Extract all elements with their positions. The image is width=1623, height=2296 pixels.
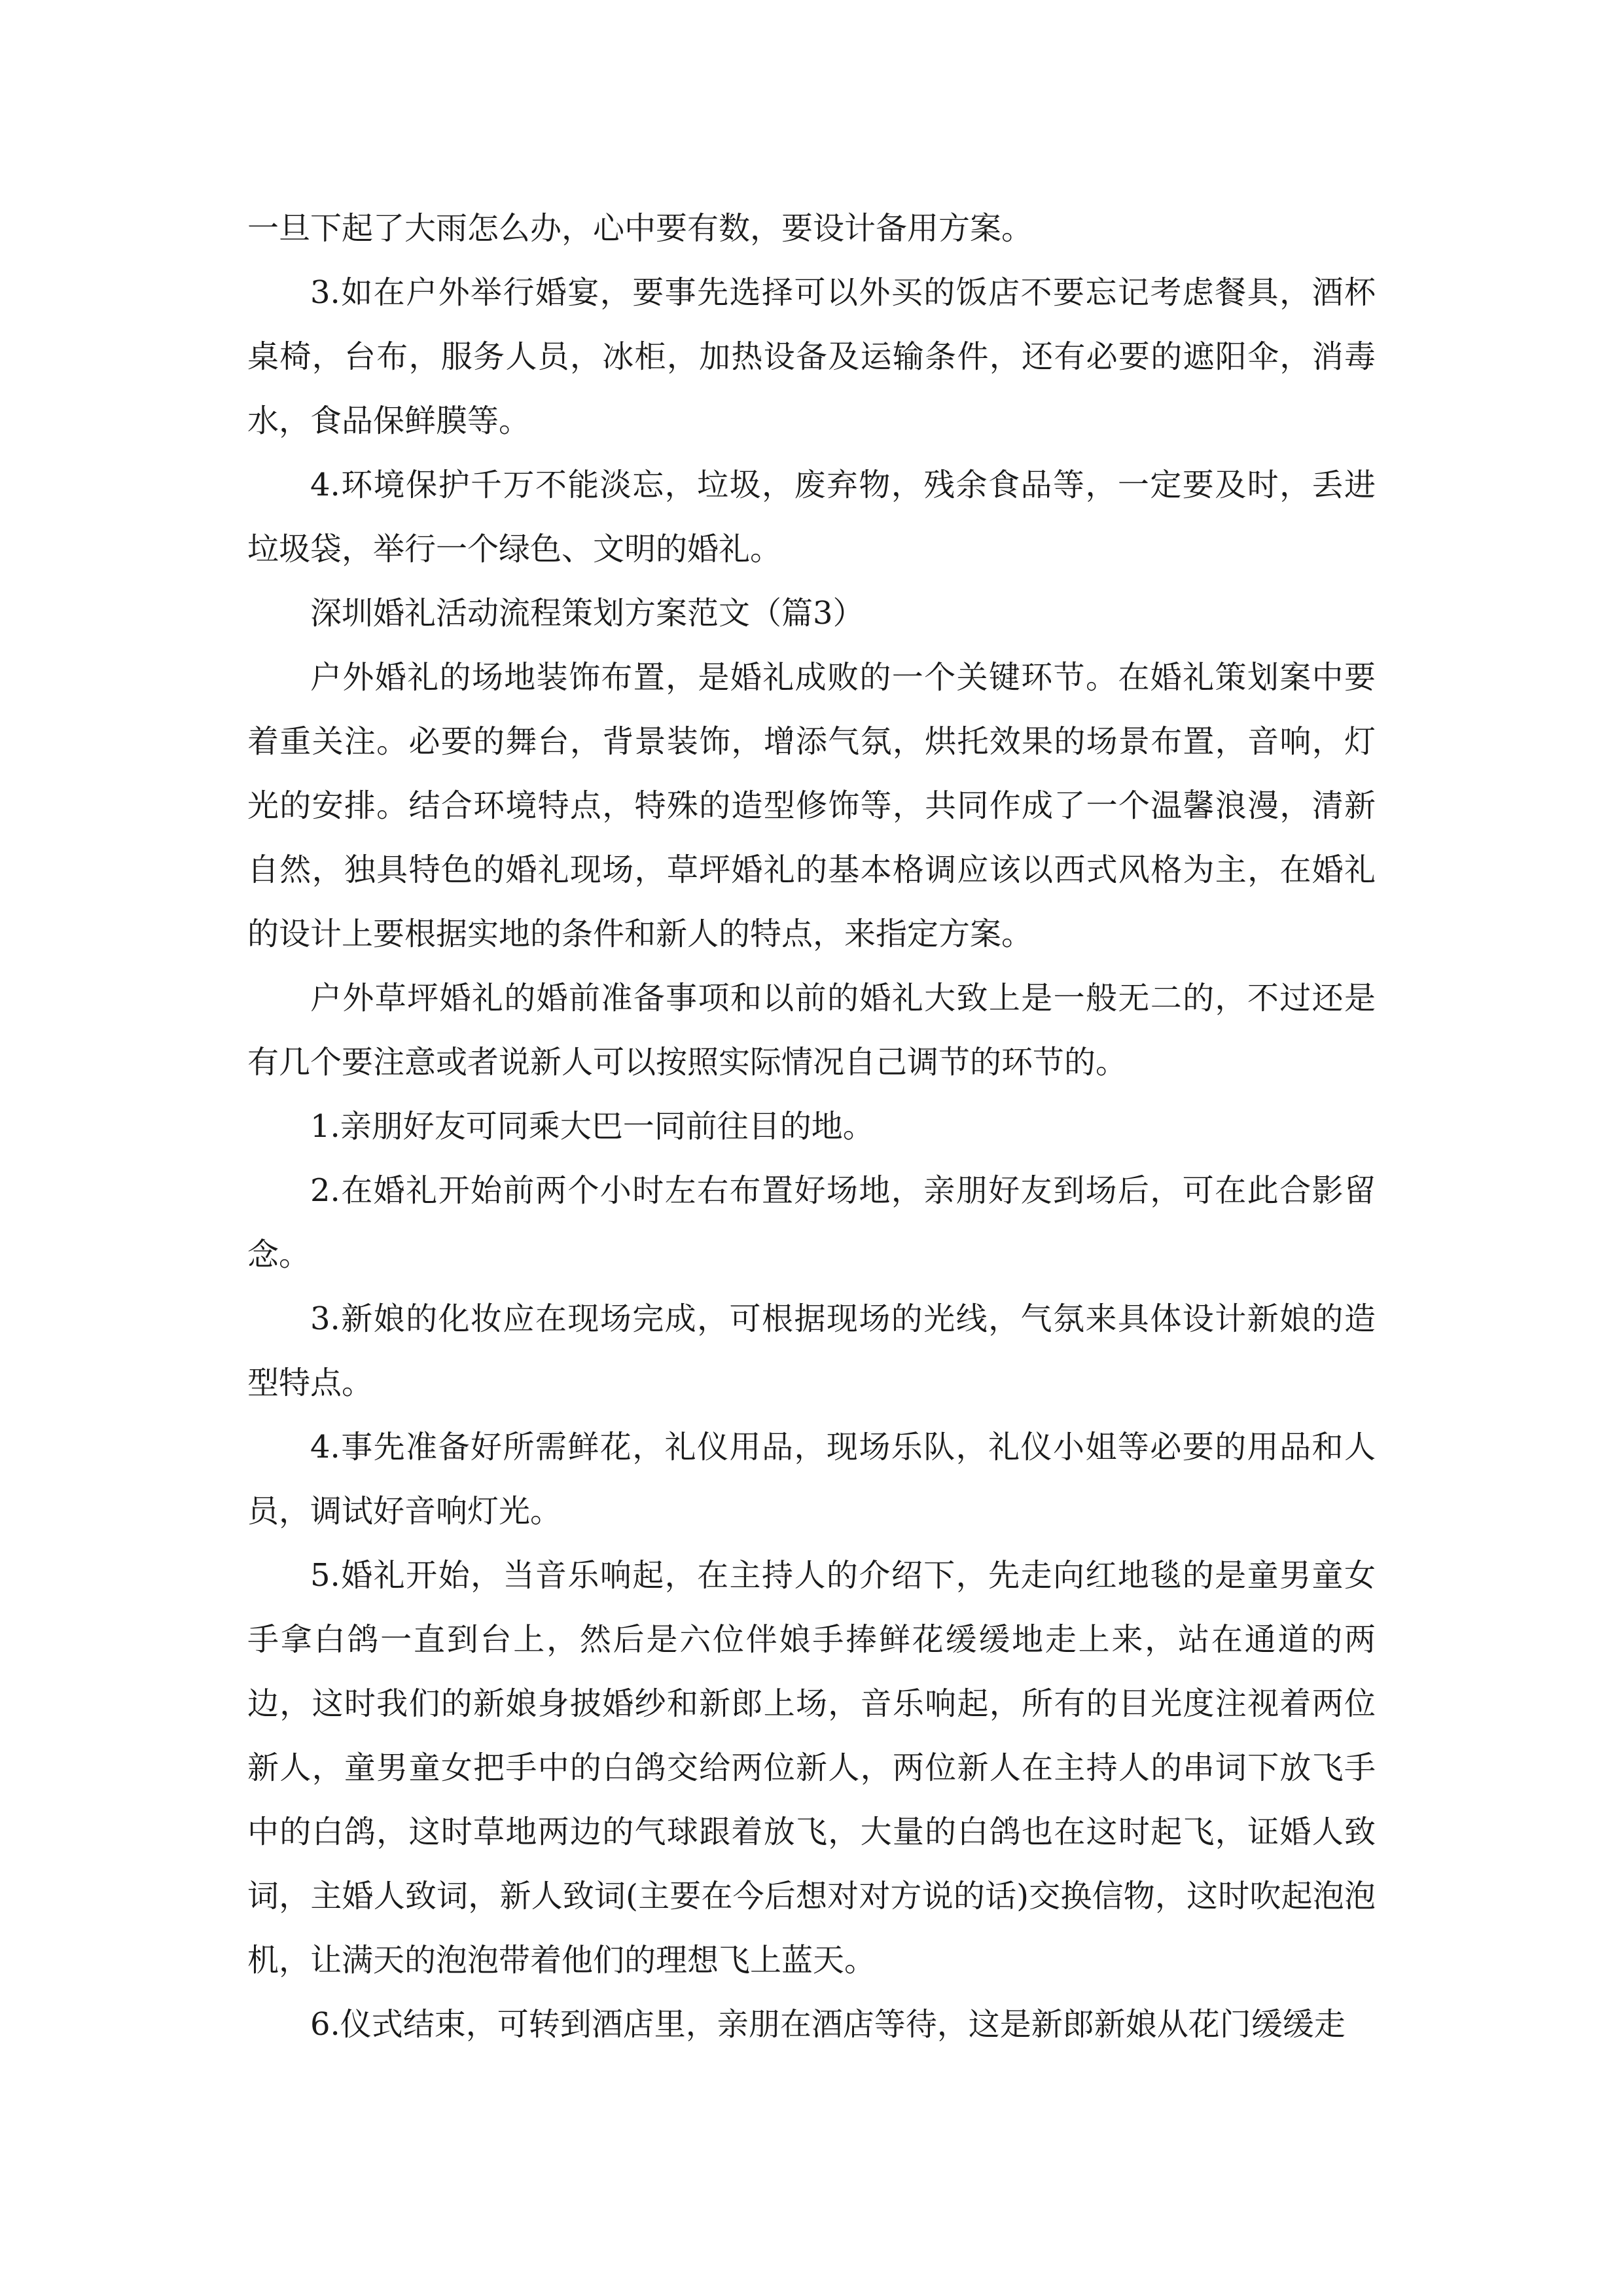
paragraph-venue-decoration: 户外婚礼的场地装饰布置，是婚礼成败的一个关键环节。在婚礼策划案中要着重关注。必要的舞台，背景装饰，增添气氛，烘托效果的场景布置，音响，灯光的安排。结合环境特点，特殊的造型修饰等，共同作成了一个温馨浪漫，清新自然，独具特色的婚礼现场，草坪婚礼的基本格调应该以西式风格为主，在婚礼的设计上要根据实地的条件和新人的特点，来指定方案。 — [247, 659, 1376, 952]
section-heading: 深圳婚礼活动流程策划方案范文（篇3） — [310, 595, 865, 632]
list-item-2: 2.在婚礼开始前两个小时左右布置好场地，亲朋好友到场后，可在此合影留念。 — [247, 1172, 1376, 1273]
list-item-3: 3.新娘的化妆应在现场完成，可根据现场的光线，气氛来具体设计新娘的造型特点。 — [247, 1300, 1376, 1401]
paragraph-preparation-intro: 户外草坪婚礼的婚前准备事项和以前的婚礼大致上是一般无二的，不过还是有几个要注意或者说新人可以按照实际情况自己调节的环节的。 — [247, 980, 1376, 1081]
list-item-4: 4.事先准备好所需鲜花，礼仪用品，现场乐队，礼仪小姐等必要的用品和人员，调试好音响灯光。 — [247, 1429, 1376, 1530]
paragraph-item-3-banquet: 3.如在户外举行婚宴，要事先选择可以外买的饭店不要忘记考虑餐具，酒杯桌椅，台布，服务人员，冰柜，加热设备及运输条件，还有必要的遮阳伞，消毒水，食品保鲜膜等。 — [247, 274, 1376, 439]
paragraph-continuation: 一旦下起了大雨怎么办，心中要有数，要设计备用方案。 — [247, 210, 1033, 247]
document-page — [247, 196, 1376, 2056]
list-item-5: 5.婚礼开始，当音乐响起，在主持人的介绍下，先走向红地毯的是童男童女手拿白鸽一直到台上，然后是六位伴娘手捧鲜花缓缓地走上来，站在通道的两边，这时我们的新娘身披婚纱和新郎上场，音乐响起，所有的目光度注视着两位新人，童男童女把手中的白鸽交给两位新人，两位新人在主持人的串词下放飞手中的白鸽，这时草地两边的气球跟着放飞，大量的白鸽也在这时起飞，证婚人致词，主婚人致词，新人致词(主要在今后想对对方说的话)交换信物，这时吹起泡泡机，让满天的泡泡带着他们的理想飞上蓝天。 — [247, 1557, 1376, 1979]
list-item-6: 6.仪式结束，可转到酒店里，亲朋在酒店等待，这是新郎新娘从花门缓缓走 — [310, 2006, 1346, 2043]
paragraph-item-4-environment: 4.环境保护千万不能淡忘，垃圾，废弃物，残余食品等，一定要及时，丢进垃圾袋，举行一个绿色、文明的婚礼。 — [247, 467, 1376, 567]
list-item-1: 1.亲朋好友可同乘大巴一同前往目的地。 — [310, 1108, 874, 1145]
